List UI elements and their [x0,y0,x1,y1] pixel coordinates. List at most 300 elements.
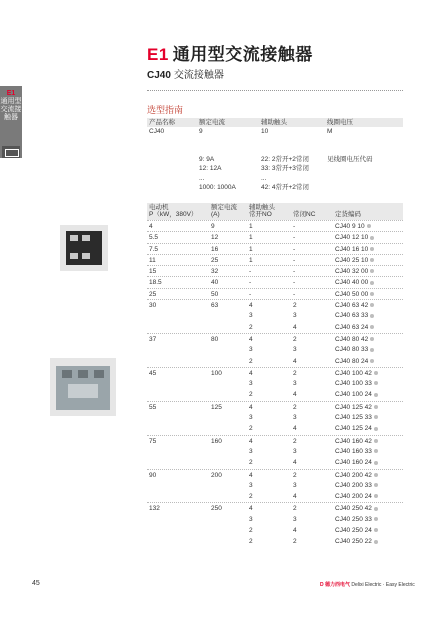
order-code [333,277,403,287]
table-row [147,367,403,378]
aux-nc-text: 4 [293,425,297,433]
contactor-icon [2,146,20,158]
aux-no-text: 3 [249,447,253,455]
aux-nc-text: 3 [293,481,297,489]
aux-no [247,344,291,355]
aux-no [247,232,291,242]
order-code-text: CJ40 100 42 [335,369,372,377]
aux-no [247,470,291,480]
motor-power [147,470,209,480]
rated-current-text: 200 [211,471,222,479]
aux-no-text: 4 [249,403,253,411]
aux-nc [291,356,333,367]
aux-nc [291,446,333,457]
aux-nc [291,402,333,412]
aux-nc [291,503,333,513]
aux-nc [291,232,333,242]
aux-nc [291,480,333,491]
legend-item: 42: 4常开+2常闭 [261,184,309,192]
aux-no-text: 2 [249,538,253,546]
motor-power-text: 37 [149,335,157,343]
motor-power-text: 4 [149,223,153,230]
coil-voltage-dot-icon [370,258,374,262]
order-code-text: CJ40 50 00 [335,290,369,298]
table-row [147,310,403,321]
table-row [147,288,403,299]
rated-current-text: 250 [211,505,222,513]
legend-item: 22: 2常开+2常闭 [261,156,309,163]
aux-nc [291,300,333,310]
rated-current [209,514,247,525]
order-code [333,322,403,333]
aux-nc [291,244,333,254]
aux-nc-text: - [293,223,296,230]
rated-current-text: 25 [211,256,219,264]
rated-current [209,322,247,333]
order-code [333,536,403,547]
aux-no [247,334,291,344]
order-code [333,525,403,536]
motor-power [147,503,209,513]
table-row [147,412,403,423]
aux-no-text: 4 [249,471,253,479]
coil-voltage-dot-icon [374,473,378,477]
table-row [147,401,403,412]
motor-power [147,334,209,344]
order-code-text: CJ40 100 33 [335,380,372,388]
aux-nc [291,322,333,333]
aux-no-text: 4 [249,369,253,377]
rated-current-text: 50 [211,290,219,298]
aux-no [247,412,291,423]
legend-item: ... [261,174,267,182]
aux-nc-text: 4 [293,391,297,399]
aux-no [247,378,291,389]
table-row [147,423,403,434]
rated-current [209,457,247,468]
aux-nc-text: 4 [293,527,297,535]
aux-nc [291,289,333,299]
selection-value: CJ40 [149,128,165,135]
aux-no-text: 2 [249,391,253,399]
order-code-text: CJ40 25 10 [335,256,369,264]
aux-no-text: 1 [249,245,253,253]
motor-power-text: 25 [149,290,157,298]
rated-current-text: 63 [211,302,219,310]
order-code [333,289,403,299]
aux-no [247,289,291,299]
order-code [333,221,403,231]
aux-nc-text: 3 [293,380,297,388]
rated-current [209,344,247,355]
coil-voltage-dot-icon [370,236,374,240]
rated-current [209,334,247,344]
aux-nc-text: 2 [293,403,297,411]
aux-nc [291,470,333,480]
aux-legend [259,155,325,193]
aux-nc-text: 3 [293,515,297,523]
table-row [147,299,403,310]
aux-nc [291,536,333,547]
rated-current [209,470,247,480]
aux-no [247,389,291,400]
aux-no-text: 2 [249,323,253,331]
motor-power [147,514,209,525]
aux-nc-text: - [293,234,296,242]
motor-power-text: 7.5 [149,245,159,253]
coil-voltage-dot-icon [367,224,371,228]
aux-nc [291,491,333,502]
order-code-text: CJ40 250 22 [335,538,372,546]
aux-nc-text: 2 [293,471,297,479]
rated-current-text: 40 [211,279,219,287]
subtitle-text: 交流接触器 [173,70,224,81]
rated-current [209,436,247,446]
aux-no [247,322,291,333]
rated-current-text: 12 [211,234,219,242]
order-code-text: CJ40 200 42 [335,471,372,479]
coil-voltage-dot-icon [370,247,374,251]
rated-current [209,310,247,321]
aux-no [247,255,291,265]
motor-power-text: 132 [149,505,160,513]
aux-no [247,525,291,536]
coil-voltage-dot-icon [370,269,374,273]
motor-power [147,536,209,547]
coil-voltage-dot-icon [374,439,378,443]
order-code [333,491,403,502]
rated-current [209,402,247,412]
table-header [147,203,403,220]
order-code-text: CJ40 80 33 [335,346,369,354]
aux-nc-text: 3 [293,312,297,320]
coil-voltage-dot-icon [374,427,378,431]
motor-power [147,436,209,446]
rated-current [209,356,247,367]
selection-value: M [327,128,333,135]
coil-voltage-dot-icon [370,348,374,352]
aux-nc-text: 2 [293,302,297,310]
coil-voltage-dot-icon [374,494,378,498]
selection-value: 9 [199,128,203,135]
order-code [333,266,403,276]
aux-nc-text: 4 [293,357,297,365]
order-code [333,344,403,355]
coil-voltage-dot-icon [370,314,374,318]
aux-nc-text: 2 [293,369,297,377]
aux-no [247,244,291,254]
motor-power-text: 15 [149,268,157,276]
header-aux-label: 辅助触头 [249,204,275,211]
motor-power [147,221,209,231]
rated-current-text: 32 [211,268,219,276]
coil-voltage-dot-icon [374,449,378,453]
aux-nc [291,255,333,265]
aux-nc-text: 3 [293,414,297,422]
chapter-title: 通用型交流接触器 [172,45,313,64]
aux-no [247,457,291,468]
selection-value-row [147,127,403,136]
coil-voltage-dot-icon [370,325,374,329]
aux-nc-text: 2 [293,437,297,445]
table-body [147,220,403,548]
motor-power-text: 90 [149,471,157,479]
order-code [333,232,403,242]
coil-voltage-dot-icon [374,528,378,532]
order-code-text: CJ40 125 24 [335,425,372,433]
selection-header: 产品名称 [147,118,197,127]
aux-nc [291,221,333,231]
order-code-text: CJ40 63 24 [335,323,369,331]
order-code [333,389,403,400]
motor-power [147,232,209,242]
motor-power [147,491,209,502]
aux-no [247,356,291,367]
table-row [147,525,403,536]
aux-no-text: 3 [249,380,253,388]
order-code-text: CJ40 125 33 [335,414,372,422]
motor-power [147,402,209,412]
selection-legend [147,155,403,193]
table-row [147,276,403,287]
motor-power-text: 18.5 [149,279,162,287]
coil-legend [325,155,403,193]
aux-nc-text: - [293,290,296,298]
order-code [333,470,403,480]
header-motor-label: 电动机 [149,204,169,211]
coil-voltage-dot-icon [374,483,378,487]
motor-power [147,300,209,310]
motor-power [147,322,209,333]
order-code-text: CJ40 32 00 [335,268,369,276]
legend-item: 9: 9A [199,156,215,163]
section-title: 选型指南 [147,105,184,115]
header-motor [147,203,209,220]
aux-no [247,300,291,310]
aux-nc [291,378,333,389]
motor-power [147,412,209,423]
aux-nc-text: 2 [293,335,297,343]
page-title [147,40,313,65]
aux-nc [291,457,333,468]
order-code-text: CJ40 63 42 [335,302,369,310]
aux-no [247,436,291,446]
order-code-text: CJ40 250 42 [335,505,372,513]
current-legend [197,155,259,193]
coil-voltage-dot-icon [370,281,374,285]
brand-cn: 德力西电气 [325,582,351,588]
rated-current [209,480,247,491]
ordering-table [147,203,403,548]
rated-current [209,412,247,423]
legend-item: ... [199,174,205,182]
aux-no-text: 1 [249,234,253,242]
rated-current [209,266,247,276]
table-row [147,333,403,344]
motor-power [147,525,209,536]
table-row [147,243,403,254]
header-current-label: 额定电流 [211,204,237,211]
aux-no [247,221,291,231]
order-code [333,436,403,446]
order-code-text: CJ40 63 33 [335,312,369,320]
aux-no [247,277,291,287]
table-row [147,265,403,276]
aux-no [247,491,291,502]
rated-current [209,255,247,265]
order-code-text: CJ40 160 24 [335,459,372,467]
order-code [333,423,403,434]
rated-current [209,491,247,502]
header-nc-label: 常闭NC [293,211,316,218]
side-chapter-label: 通用型交流接触器 [0,98,22,121]
table-row [147,446,403,457]
rated-current [209,503,247,513]
rated-current [209,536,247,547]
table-row [147,389,403,400]
header-divider [147,90,403,91]
aux-no-text: 2 [249,425,253,433]
rated-current [209,244,247,254]
rated-current [209,221,247,231]
rated-current-text: 125 [211,403,222,411]
aux-nc-text: - [293,256,296,264]
coil-voltage-dot-icon [370,292,374,296]
aux-nc [291,368,333,378]
header-order-code-label: 定货编码 [335,211,361,218]
aux-nc-text: 2 [293,505,297,513]
side-chapter-code: E1 [6,90,16,97]
selection-header: 额定电流 [197,118,259,127]
motor-power [147,378,209,389]
aux-nc [291,277,333,287]
table-row [147,231,403,242]
motor-power-text: 75 [149,437,157,445]
table-row [147,378,403,389]
selection-value: 10 [261,128,269,135]
order-code [333,368,403,378]
order-code [333,255,403,265]
motor-power [147,356,209,367]
motor-power [147,389,209,400]
rated-current-text: 160 [211,437,222,445]
order-code-text: CJ40 80 42 [335,335,369,343]
coil-voltage-dot-icon [370,359,374,363]
aux-nc-text: 4 [293,493,297,501]
aux-no [247,514,291,525]
rated-current [209,525,247,536]
order-code-text: CJ40 100 24 [335,391,372,399]
coil-voltage-dot-icon [374,393,378,397]
aux-no-text: 2 [249,357,253,365]
aux-nc-text: 3 [293,447,297,455]
header-aux-no [247,203,291,220]
coil-voltage-dot-icon [374,371,378,375]
selection-header: 辅助触头 [259,118,325,127]
table-row [147,469,403,480]
selection-header-row [147,118,403,127]
table-row [147,254,403,265]
selection-guide [147,118,403,193]
brand-mark: D [320,582,324,588]
model-name: CJ40 [147,70,171,81]
motor-power [147,446,209,457]
header-current [209,203,247,220]
motor-power-text: 55 [149,403,157,411]
chapter-code: E1 [147,45,169,64]
aux-no [247,446,291,457]
aux-no-text: - [249,279,252,287]
aux-nc-text: - [293,268,296,276]
rated-current-text: 100 [211,369,222,377]
aux-nc [291,266,333,276]
order-code [333,356,403,367]
aux-no [247,536,291,547]
table-row [147,356,403,367]
aux-no [247,423,291,434]
aux-no-text: 4 [249,505,253,513]
order-code-text: CJ40 9 10 [335,223,365,230]
aux-no-text: 3 [249,414,253,422]
order-code-text: CJ40 160 42 [335,437,372,445]
aux-nc [291,436,333,446]
coil-voltage-dot-icon [370,303,374,307]
order-code [333,446,403,457]
motor-power-text: 11 [149,256,156,264]
rated-current [209,300,247,310]
header-order-code [333,203,403,220]
coil-voltage-dot-icon [374,405,378,409]
header-no-label: 常开NO [249,211,272,218]
footer-brand [320,581,415,588]
aux-nc [291,334,333,344]
motor-power [147,423,209,434]
order-code [333,514,403,525]
aux-no [247,503,291,513]
aux-nc [291,310,333,321]
rated-current [209,423,247,434]
table-row [147,435,403,446]
motor-power-text: 30 [149,302,157,310]
selection-header: 线圈电压 [325,118,403,127]
aux-no [247,368,291,378]
coil-voltage-dot-icon [374,540,378,544]
order-code [333,378,403,389]
table-row [147,220,403,231]
aux-nc [291,423,333,434]
aux-nc [291,389,333,400]
order-code-text: CJ40 12 10 [335,234,369,242]
order-code [333,457,403,468]
order-code [333,244,403,254]
aux-nc-text: 4 [293,323,297,331]
aux-nc-text: 4 [293,459,297,467]
motor-power [147,457,209,468]
rated-current-text: 80 [211,335,219,343]
table-row [147,344,403,355]
product-photo-small [60,225,108,271]
aux-no-text: - [249,268,252,276]
motor-power [147,368,209,378]
rated-current [209,378,247,389]
legend-item: 1000: 1000A [199,184,236,192]
motor-power [147,244,209,254]
aux-nc-text: - [293,279,296,287]
aux-no-text: 4 [249,302,253,310]
order-code-text: CJ40 160 33 [335,447,372,455]
table-row [147,491,403,502]
rated-current [209,277,247,287]
